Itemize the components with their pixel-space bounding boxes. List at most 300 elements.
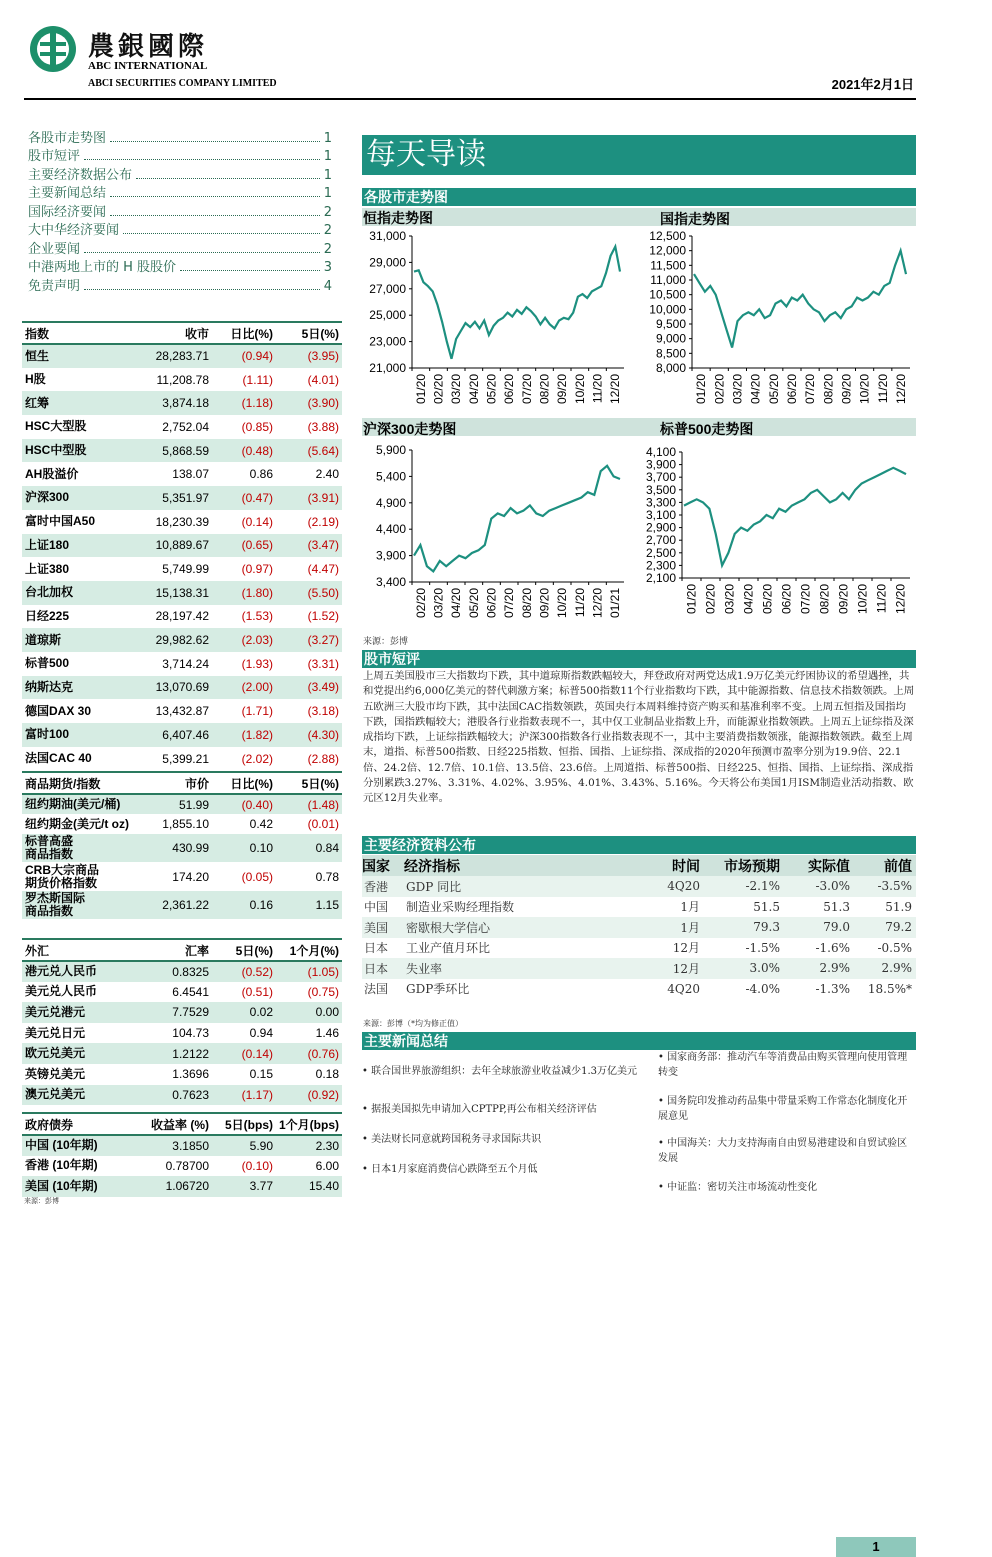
row-label: 美元兑港元 — [22, 1002, 132, 1023]
cell-value: -2.1% — [704, 876, 784, 897]
cell-value: 6.4541 — [172, 984, 209, 999]
news-item: • 联合国世界旅游组织：去年全球旅游业收益减少1.3万亿美元 — [362, 1066, 637, 1077]
column-header: 市价 — [132, 772, 212, 794]
table-row — [22, 534, 342, 558]
toc-page: 2 — [323, 241, 332, 257]
cell-value: (0.05) — [241, 869, 273, 884]
cell-value: 28,197.42 — [155, 609, 209, 624]
row-label: 沪深300 — [22, 486, 132, 510]
y-tick-label: 12,000 — [649, 243, 686, 258]
cell-value: (4.30) — [276, 723, 342, 747]
cell-value: 1月 — [680, 900, 700, 915]
y-tick-label: 27,000 — [369, 281, 406, 296]
x-tick-label: 03/20 — [722, 584, 737, 615]
y-tick-label: 2,900 — [645, 520, 676, 535]
cell-value: (2.00) — [212, 676, 276, 700]
toc-page: 1 — [323, 167, 332, 183]
cell-value: 1.15 — [276, 891, 342, 919]
cell-value: 2.9% — [784, 958, 854, 979]
table-row — [22, 486, 342, 510]
cell-value: (0.97) — [241, 562, 273, 577]
cell-value: GDP 同比 — [404, 876, 594, 897]
x-tick-label: 02/20 — [413, 588, 428, 619]
commodity-table — [22, 771, 342, 919]
table-row — [362, 917, 916, 938]
y-tick-label: 8,000 — [655, 361, 686, 375]
y-tick-label: 4,100 — [645, 445, 676, 459]
toc-label: 主要经济数据公布 — [28, 167, 133, 183]
row-label: 日本 — [362, 958, 404, 979]
toc-item[interactable] — [28, 183, 332, 202]
news-item: • 中证监：密切关注市场流动性变化 — [658, 1182, 818, 1193]
cell-value: 0.78 — [315, 869, 339, 884]
column-header: 经济指标 — [404, 855, 594, 876]
column-header: 5日(bps) — [212, 1113, 276, 1135]
y-tick-label: 25,000 — [369, 308, 406, 323]
x-tick-label: 01/21 — [608, 588, 623, 619]
cell-value: 0.15 — [249, 1067, 273, 1082]
header-divider — [24, 98, 916, 100]
cell-value: (0.94) — [212, 344, 276, 368]
news-item: • 日本1月家庭消费信心跌降至五个月低 — [362, 1164, 538, 1175]
cell-value: -1.3% — [815, 981, 850, 996]
cell-value: (1.11) — [242, 372, 273, 387]
toc-label: 中港两地上市的 H 股股价 — [28, 260, 177, 275]
table-row — [22, 344, 342, 368]
cell-value: 0.02 — [212, 1002, 276, 1023]
table-row — [22, 1135, 342, 1156]
cell-value: 制造业采购经理指数 — [406, 900, 515, 915]
column-header: 日比(%) — [212, 322, 276, 344]
spx-chart — [640, 438, 916, 628]
table-row — [22, 1176, 342, 1197]
x-tick-label: 12/20 — [893, 374, 908, 405]
cell-value: 4Q20 — [667, 981, 700, 996]
toc-leader — [110, 215, 320, 216]
cell-value: (3.95) — [276, 344, 342, 368]
cell-value: (3.88) — [307, 419, 339, 434]
cell-value: 51.5 — [753, 899, 780, 914]
table-row — [22, 1023, 342, 1044]
series-line — [414, 247, 620, 359]
x-tick-label: 03/20 — [431, 588, 446, 619]
cell-value: 18.5%* — [867, 981, 912, 996]
toc-item[interactable] — [28, 146, 332, 165]
x-tick-label: 05/20 — [466, 588, 481, 619]
x-tick-label: 10/20 — [572, 374, 587, 405]
index-table — [22, 321, 342, 770]
column-header: 5日(%) — [276, 322, 342, 344]
cell-value: 79.0 — [784, 917, 854, 938]
hscei-chart-title: 国指走势图 — [660, 211, 730, 227]
cell-value: 15.40 — [276, 1176, 342, 1197]
cell-value: 0.86 — [249, 467, 273, 482]
news-section-header: 主要新闻总结 — [362, 1032, 916, 1050]
cell-value: (1.71) — [241, 704, 273, 719]
cell-value: 1.46 — [315, 1026, 339, 1041]
cell-value: (0.40) — [212, 794, 276, 814]
row-label: 标普500 — [25, 656, 70, 671]
cell-value: (0.65) — [212, 534, 276, 558]
csi300-chart — [362, 438, 632, 628]
y-tick-label: 5,400 — [375, 469, 406, 484]
cell-value: 6,407.46 — [132, 723, 212, 747]
toc-label: 各股市走势图 — [28, 130, 107, 146]
report-date: 2021年2月1日 — [831, 77, 914, 92]
cell-value: 2,361.22 — [132, 891, 212, 919]
bond-table — [22, 1112, 342, 1197]
table-row — [22, 676, 342, 700]
row-label: 法国 — [364, 982, 389, 997]
cell-value: GDP季环比 — [406, 982, 470, 997]
cell-value: 2.40 — [315, 467, 339, 482]
news-item: • 国家商务部：推动汽车等消费品由购买管理向使用管理转变 — [658, 1052, 908, 1078]
cell-value: (4.47) — [307, 562, 339, 577]
column-header: 5日(%) — [212, 939, 276, 961]
company-name-en: ABC INTERNATIONAL — [88, 60, 208, 72]
table-row — [22, 628, 342, 652]
toc-leader — [110, 196, 320, 197]
table-row — [22, 891, 342, 919]
x-tick-label: 09/20 — [836, 584, 851, 615]
x-tick-label: 05/20 — [484, 374, 499, 405]
spx-chart-title: 标普500走势图 — [660, 421, 754, 437]
cell-value: 3.1850 — [132, 1135, 212, 1156]
table-row — [22, 1085, 342, 1106]
table-row — [22, 415, 342, 439]
y-tick-label: 2,100 — [645, 571, 676, 585]
table-of-contents — [28, 127, 332, 294]
cell-value: (2.88) — [307, 751, 339, 766]
cell-value: (3.47) — [276, 534, 342, 558]
cell-value: 0.94 — [249, 1026, 273, 1041]
column-header: 1个月(bps) — [276, 1113, 342, 1135]
cell-value: 13,070.69 — [132, 676, 212, 700]
toc-leader — [110, 141, 320, 142]
table-row — [22, 605, 342, 629]
bond-source: 来源：彭博 — [24, 1197, 59, 1205]
table-row — [362, 876, 916, 897]
cell-value: 13,432.87 — [155, 704, 209, 719]
cell-value: 4Q20 — [594, 876, 704, 897]
y-tick-label: 5,900 — [375, 443, 406, 457]
news-item: • 中国海关：大力支持海南自由贸易港建设和自贸试验区发展 — [658, 1138, 908, 1164]
row-label: 美国 (10年期) — [22, 1176, 132, 1197]
table-row — [22, 1156, 342, 1177]
toc-leader — [84, 159, 320, 160]
cell-value: 2,752.04 — [162, 419, 209, 434]
x-tick-label: 07/20 — [502, 588, 517, 619]
toc-page: 3 — [323, 260, 332, 275]
x-tick-label: 09/20 — [537, 588, 552, 619]
column-header: 前值 — [854, 855, 916, 876]
row-label: 台北加权 — [22, 581, 132, 605]
company-logo-icon — [28, 24, 78, 74]
charts-subheader-row1 — [362, 208, 916, 226]
cell-value: (4.01) — [307, 372, 339, 387]
column-header: 外汇 — [22, 939, 132, 961]
column-header: 市场预期 — [704, 855, 784, 876]
cell-value: -1.5% — [745, 940, 780, 955]
cell-value: 18,230.39 — [155, 514, 209, 529]
y-tick-label: 10,500 — [649, 287, 686, 302]
charts-section-header: 各股市走势图 — [362, 188, 916, 206]
cell-value: 1.3696 — [172, 1067, 209, 1082]
x-tick-label: 07/20 — [803, 374, 818, 405]
row-label: 富时中国A50 — [25, 514, 96, 529]
cell-value: 79.2 — [854, 917, 916, 938]
cell-value: -1.6% — [815, 940, 850, 955]
cell-value: 2.9% — [854, 958, 916, 979]
table-row — [22, 581, 342, 605]
cell-value: (1.93) — [241, 656, 273, 671]
news-item: • 美法财长同意就跨国税务寻求国际共识 — [362, 1134, 542, 1145]
row-label: 纽约期油(美元/桶) — [22, 794, 132, 814]
econ-section-header: 主要经济资料公布 — [362, 836, 916, 854]
row-label: 英镑兑美元 — [25, 1066, 86, 1081]
cell-value: 7.7529 — [132, 1002, 212, 1023]
x-tick-label: 10/20 — [855, 584, 870, 615]
table-row — [22, 961, 342, 982]
econ-data-table — [362, 855, 916, 999]
y-tick-label: 9,500 — [655, 317, 686, 331]
x-tick-label: 02/20 — [431, 374, 446, 405]
y-tick-label: 3,300 — [645, 495, 676, 510]
y-tick-label: 2,500 — [645, 545, 676, 560]
toc-item[interactable] — [28, 164, 332, 183]
cell-value: 0.78700 — [165, 1158, 209, 1173]
column-header: 收益率 (%) — [132, 1113, 212, 1135]
row-label: 法国CAC 40 — [25, 751, 92, 766]
y-tick-label: 4,900 — [375, 495, 406, 510]
cell-value: -0.5% — [877, 940, 912, 955]
row-label: 香港 — [362, 876, 404, 897]
cell-value: 1,855.10 — [162, 817, 209, 831]
x-tick-label: 12/20 — [590, 588, 605, 619]
cell-value: -4.0% — [745, 981, 780, 996]
fx-table — [22, 938, 342, 1105]
y-tick-label: 9,000 — [655, 331, 686, 346]
column-header: 收市 — [132, 322, 212, 344]
row-label: 纽约期金(美元/t oz) — [25, 816, 129, 831]
row-label: 纳斯达克 — [22, 676, 132, 700]
cell-value: 0.16 — [212, 891, 276, 919]
table-row — [22, 557, 342, 581]
cell-value: (0.51) — [241, 984, 273, 999]
cell-value: 79.3 — [704, 917, 784, 938]
cell-value: 密歇根大学信心 — [404, 917, 594, 938]
x-tick-label: 01/20 — [684, 584, 699, 615]
company-name-cn: 農銀國際 — [88, 32, 209, 62]
y-tick-label: 8,500 — [655, 346, 686, 361]
table-row — [22, 368, 342, 392]
column-header: 商品期货/指数 — [22, 772, 132, 794]
cell-value: (0.48) — [212, 439, 276, 463]
toc-item[interactable] — [28, 201, 332, 220]
x-tick-label: 06/20 — [502, 374, 517, 405]
cell-value: 10,889.67 — [132, 534, 212, 558]
y-tick-label: 3,900 — [375, 548, 406, 563]
csi300-chart-title: 沪深300走势图 — [363, 421, 457, 437]
cell-value: 2.30 — [276, 1135, 342, 1156]
x-tick-label: 01/20 — [413, 374, 428, 405]
cell-value: 0.42 — [249, 817, 273, 831]
cell-value: 3.0% — [704, 958, 784, 979]
y-tick-label: 21,000 — [369, 361, 406, 375]
x-tick-label: 04/20 — [449, 588, 464, 619]
cell-value: (0.47) — [212, 486, 276, 510]
series-line — [694, 251, 906, 348]
x-tick-label: 05/20 — [766, 374, 781, 405]
x-tick-label: 10/20 — [857, 374, 872, 405]
toc-leader — [136, 178, 320, 179]
table-row — [22, 699, 342, 723]
cell-value: (1.52) — [307, 609, 339, 624]
table-row — [22, 1043, 342, 1064]
row-label: 上证180 — [22, 534, 132, 558]
company-legal-name: ABCI SECURITIES COMPANY LIMITED — [88, 78, 277, 89]
toc-item[interactable] — [28, 257, 332, 276]
news-item: • 据报美国拟先申请加入CPTPP,再公布相关经济评估 — [362, 1104, 597, 1115]
toc-item[interactable] — [28, 275, 332, 294]
hsi-chart — [362, 226, 632, 412]
row-label: HSC大型股 — [25, 419, 87, 434]
column-header: 1个月(%) — [276, 939, 342, 961]
toc-leader — [84, 289, 320, 290]
table-row — [22, 652, 342, 676]
toc-label: 大中华经济要闻 — [28, 223, 120, 238]
toc-leader — [180, 270, 320, 271]
row-label: 美元兑日元 — [25, 1025, 86, 1040]
cell-value: 29,982.62 — [132, 628, 212, 652]
cell-value: (1.48) — [276, 794, 342, 814]
toc-item[interactable] — [28, 238, 332, 257]
row-label: 中国 — [364, 900, 389, 915]
y-tick-label: 2,300 — [645, 558, 676, 573]
x-tick-label: 06/20 — [784, 374, 799, 405]
y-tick-label: 3,400 — [375, 575, 406, 589]
cell-value: 1.2122 — [132, 1043, 212, 1064]
cell-value: 5,868.59 — [132, 439, 212, 463]
toc-page: 2 — [323, 204, 332, 220]
toc-page: 1 — [323, 149, 332, 164]
toc-leader — [84, 252, 320, 253]
cell-value: 0.10 — [212, 834, 276, 862]
toc-label: 企业要闻 — [28, 241, 81, 257]
table-row — [22, 510, 342, 534]
y-tick-label: 3,500 — [645, 482, 676, 497]
cell-value: (0.14) — [241, 514, 273, 529]
cell-value: 失业率 — [404, 958, 594, 979]
cell-value: 0.8325 — [132, 961, 212, 982]
row-label: 恒生 — [22, 344, 132, 368]
y-tick-label: 3,100 — [645, 508, 676, 522]
cell-value: (2.03) — [212, 628, 276, 652]
page-title: 每天导读 — [362, 135, 916, 175]
row-label: 美国 — [362, 917, 404, 938]
toc-page: 2 — [323, 223, 332, 238]
column-header: 指数 — [22, 322, 132, 344]
x-tick-label: 09/20 — [839, 374, 854, 405]
cell-value: 12月 — [672, 941, 700, 956]
cell-value: 0.18 — [315, 1067, 339, 1082]
toc-page: 1 — [323, 186, 332, 201]
toc-page: 1 — [323, 130, 332, 146]
cell-value: 174.20 — [172, 869, 209, 884]
toc-item[interactable] — [28, 220, 332, 239]
table-row — [362, 958, 916, 979]
cell-value: 5,351.97 — [132, 486, 212, 510]
row-label: AH股溢价 — [25, 466, 79, 481]
cell-value: (3.27) — [276, 628, 342, 652]
x-tick-label: 11/20 — [590, 374, 605, 404]
y-tick-label: 23,000 — [369, 334, 406, 349]
table-row — [22, 391, 342, 415]
toc-label: 主要新闻总结 — [28, 186, 107, 201]
cell-value: 11,208.78 — [156, 372, 209, 387]
table-row — [22, 862, 342, 891]
x-tick-label: 06/20 — [484, 588, 499, 619]
cell-value: 430.99 — [132, 834, 212, 862]
toc-item[interactable] — [28, 127, 332, 146]
cell-value: 0.00 — [276, 1002, 342, 1023]
x-tick-label: 09/20 — [555, 374, 570, 405]
cell-value: 3,714.24 — [162, 656, 209, 671]
cell-value: 工业产值月环比 — [406, 941, 491, 956]
cell-value: (5.50) — [276, 581, 342, 605]
row-label: 标普高盛 商品指数 — [22, 834, 132, 862]
x-tick-label: 04/20 — [741, 584, 756, 615]
cell-value: (0.01) — [307, 817, 339, 831]
series-line — [414, 466, 620, 572]
x-tick-label: 05/20 — [760, 584, 775, 615]
cell-value: 3.77 — [212, 1176, 276, 1197]
cell-value: 51.9 — [885, 899, 912, 914]
cell-value: 0.7623 — [132, 1085, 212, 1106]
table-row — [362, 938, 916, 959]
cell-value: (1.53) — [241, 609, 273, 624]
y-tick-label: 3,700 — [645, 470, 676, 485]
cell-value: -3.0% — [784, 876, 854, 897]
toc-label: 股市短评 — [28, 149, 81, 164]
column-header: 时间 — [594, 855, 704, 876]
y-tick-label: 11,000 — [650, 273, 686, 287]
x-tick-label: 12/20 — [608, 374, 623, 405]
news-item: • 国务院印发推动药品集中带量采购工作常态化制度化开展意见 — [658, 1096, 908, 1122]
x-tick-label: 08/20 — [519, 588, 534, 619]
market-commentary: 上周五美国股市三大指数均下跌，其中道琼斯指数跌幅较大，拜登政府对两党达成1.9万亿美元纾困协议的希望遇挫，共和党提出约6,000亿美元的替代刺激方案；标普500指数11个行业指数均下跌，其中能源指数、信息技术指数领跌。上周五欧洲三大股市均下跌，其中法国CAC指数领跌，英国央行本周料维持资产购买和基准利率不变。上周五恒指及国指均下跌，国指跌幅较大；港股各行业指数表现不一，其中仅工业制品业指数上升，而能源业指数领跌。上周五上证综指及深成指均下跌，上证综指跌幅较大；沪深300指数各行业指数表现不一，其中主要消费指数领涨，能源指数领跌。截至上周末，道指、标普500指数、日经225指数、恒指、国指、上证综指、深成指的2020年预测市盈率分别为19.9倍、22.1倍、24.2倍、12.7倍、10.1倍、13.5倍、23.6倍。上周道指、标普500指、日经225、恒指、国指、上证综指、深成指分别累跌3.27%、3.31%、4.02%、3.95%、4.01%、3.43%、5.16%。今天将公布美国1月ISM制造业活动指数、欧元区12月失业率。 — [363, 670, 915, 805]
cell-value: (0.85) — [241, 419, 273, 434]
row-label: 日经225 — [25, 608, 70, 623]
cell-value: (0.10) — [241, 1158, 273, 1173]
table-row — [22, 1002, 342, 1023]
column-header: 5日(%) — [276, 772, 342, 794]
column-header: 汇率 — [132, 939, 212, 961]
toc-leader — [123, 233, 320, 234]
cell-value: (1.80) — [212, 581, 276, 605]
table-row — [22, 439, 342, 463]
x-tick-label: 03/20 — [449, 374, 464, 405]
cell-value: (0.92) — [276, 1085, 342, 1106]
cell-value: 5.90 — [212, 1135, 276, 1156]
x-tick-label: 07/20 — [798, 584, 813, 615]
y-tick-label: 29,000 — [369, 255, 406, 270]
toc-label: 国际经济要闻 — [28, 204, 107, 220]
cell-value: 51.3 — [823, 899, 850, 914]
table-row — [22, 723, 342, 747]
cell-value: (3.91) — [276, 486, 342, 510]
cell-value: 104.73 — [172, 1026, 209, 1041]
